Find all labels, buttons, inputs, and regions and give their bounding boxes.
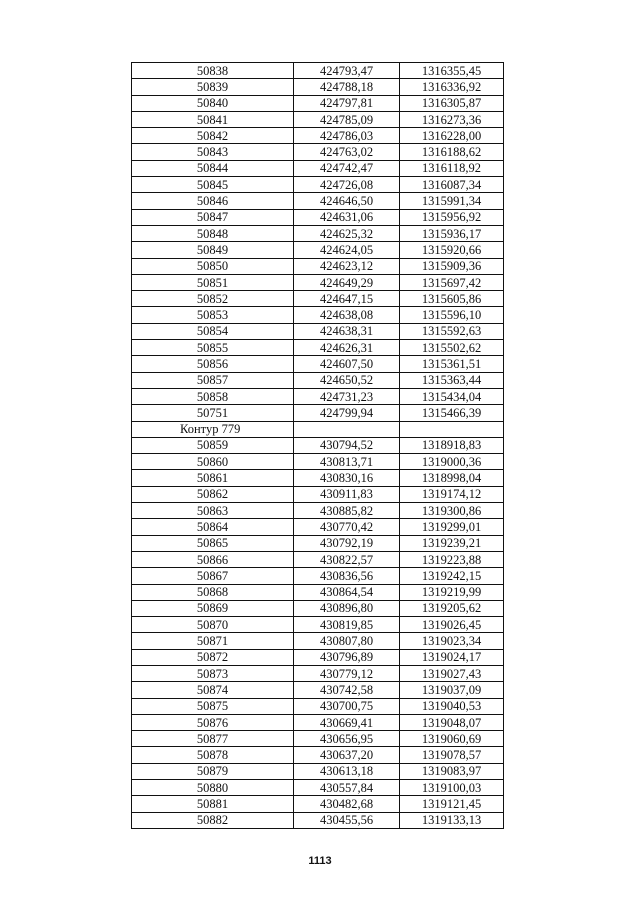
point-number-cell: 50870 xyxy=(132,617,294,633)
table-row xyxy=(132,111,504,127)
y-coordinate-cell: 1319026,45 xyxy=(400,617,504,633)
table-row xyxy=(132,388,504,404)
x-coordinate-cell: 424625,32 xyxy=(294,225,400,241)
x-coordinate-cell: 430830,16 xyxy=(294,470,400,486)
table-row xyxy=(132,274,504,290)
point-number-cell: 50857 xyxy=(132,372,294,388)
table-row xyxy=(132,486,504,502)
y-coordinate-cell: 1315592,63 xyxy=(400,323,504,339)
y-coordinate-cell: 1319027,43 xyxy=(400,665,504,681)
x-coordinate-cell: 424799,94 xyxy=(294,405,400,421)
table-row xyxy=(132,95,504,111)
x-coordinate-cell: 424650,52 xyxy=(294,372,400,388)
table-row xyxy=(132,682,504,698)
table-row xyxy=(132,780,504,796)
table-row xyxy=(132,519,504,535)
y-coordinate-cell: 1319299,01 xyxy=(400,519,504,535)
point-number-cell: 50846 xyxy=(132,193,294,209)
y-coordinate-cell: 1315502,62 xyxy=(400,340,504,356)
y-coordinate-cell: 1315596,10 xyxy=(400,307,504,323)
table-row xyxy=(132,340,504,356)
point-number-cell: 50882 xyxy=(132,812,294,828)
y-coordinate-cell: 1319300,86 xyxy=(400,503,504,519)
x-coordinate-cell: 430637,20 xyxy=(294,747,400,763)
point-number-cell: 50858 xyxy=(132,388,294,404)
x-coordinate-cell: 430742,58 xyxy=(294,682,400,698)
point-number-cell: 50847 xyxy=(132,209,294,225)
point-number-cell: 50876 xyxy=(132,714,294,730)
x-coordinate-cell: 430656,95 xyxy=(294,731,400,747)
table-row xyxy=(132,372,504,388)
x-coordinate-cell: 430557,84 xyxy=(294,780,400,796)
point-number-cell: 50877 xyxy=(132,731,294,747)
x-coordinate-cell: 424646,50 xyxy=(294,193,400,209)
y-coordinate-cell: 1319100,03 xyxy=(400,780,504,796)
x-coordinate-cell: 430770,42 xyxy=(294,519,400,535)
point-number-cell: 50866 xyxy=(132,551,294,567)
x-coordinate-cell: 424638,08 xyxy=(294,307,400,323)
x-coordinate-cell: 424793,47 xyxy=(294,63,400,79)
table-row xyxy=(132,177,504,193)
table-row xyxy=(132,437,504,453)
table-row xyxy=(132,160,504,176)
y-coordinate-cell: 1318918,83 xyxy=(400,437,504,453)
table-row xyxy=(132,665,504,681)
point-number-cell: 50863 xyxy=(132,503,294,519)
point-number-cell: 50850 xyxy=(132,258,294,274)
y-coordinate-cell: 1319223,88 xyxy=(400,551,504,567)
table-row xyxy=(132,617,504,633)
point-number-cell: 50873 xyxy=(132,665,294,681)
table-row xyxy=(132,714,504,730)
table-row xyxy=(132,503,504,519)
x-coordinate-cell: 424742,47 xyxy=(294,160,400,176)
y-coordinate-cell: 1315697,42 xyxy=(400,274,504,290)
point-number-cell: 50879 xyxy=(132,763,294,779)
x-coordinate-cell: 424797,81 xyxy=(294,95,400,111)
point-number-cell: 50859 xyxy=(132,437,294,453)
table-row xyxy=(132,763,504,779)
x-coordinate-cell: 424607,50 xyxy=(294,356,400,372)
y-coordinate-cell: 1319174,12 xyxy=(400,486,504,502)
table-row xyxy=(132,356,504,372)
point-number-cell: 50872 xyxy=(132,649,294,665)
x-coordinate-cell: 424626,31 xyxy=(294,340,400,356)
x-coordinate-cell: 430455,56 xyxy=(294,812,400,828)
table-row xyxy=(132,209,504,225)
point-number-cell: 50838 xyxy=(132,63,294,79)
x-coordinate-cell: 424785,09 xyxy=(294,111,400,127)
table-row xyxy=(132,63,504,79)
x-coordinate-cell: 424726,08 xyxy=(294,177,400,193)
x-coordinate-cell: 430864,54 xyxy=(294,584,400,600)
x-coordinate-cell: 424649,29 xyxy=(294,274,400,290)
point-number-cell: 50849 xyxy=(132,242,294,258)
coordinates-table xyxy=(131,62,504,829)
x-coordinate-cell: 424638,31 xyxy=(294,323,400,339)
table-row xyxy=(132,584,504,600)
table-row xyxy=(132,568,504,584)
y-coordinate-cell: 1315466,39 xyxy=(400,405,504,421)
point-number-cell: 50878 xyxy=(132,747,294,763)
y-coordinate-cell: 1315909,36 xyxy=(400,258,504,274)
y-coordinate-cell: 1319242,15 xyxy=(400,568,504,584)
x-coordinate-cell: 424623,12 xyxy=(294,258,400,274)
x-coordinate-cell: 424631,06 xyxy=(294,209,400,225)
y-coordinate-cell: 1316228,00 xyxy=(400,128,504,144)
x-coordinate-cell: 430836,56 xyxy=(294,568,400,584)
x-coordinate-cell: 430885,82 xyxy=(294,503,400,519)
y-coordinate-cell: 1316087,34 xyxy=(400,177,504,193)
point-number-cell: 50880 xyxy=(132,780,294,796)
y-coordinate-cell: 1316305,87 xyxy=(400,95,504,111)
point-number-cell: 50868 xyxy=(132,584,294,600)
point-number-cell: 50851 xyxy=(132,274,294,290)
x-coordinate-cell: 424647,15 xyxy=(294,291,400,307)
table-row xyxy=(132,225,504,241)
table-row xyxy=(132,698,504,714)
point-number-cell: 50864 xyxy=(132,519,294,535)
table-row xyxy=(132,600,504,616)
x-coordinate-cell: 430482,68 xyxy=(294,796,400,812)
y-coordinate-cell: 1319205,62 xyxy=(400,600,504,616)
table-row xyxy=(132,242,504,258)
point-number-cell: 50839 xyxy=(132,79,294,95)
point-number-cell: 50881 xyxy=(132,796,294,812)
point-number-cell: 50856 xyxy=(132,356,294,372)
point-number-cell: 50854 xyxy=(132,323,294,339)
y-coordinate-cell: 1315920,66 xyxy=(400,242,504,258)
table-row xyxy=(132,144,504,160)
y-coordinate-cell: 1318998,04 xyxy=(400,470,504,486)
y-coordinate-cell: 1315363,44 xyxy=(400,372,504,388)
x-coordinate-cell: 430700,75 xyxy=(294,698,400,714)
y-coordinate-cell: 1315956,92 xyxy=(400,209,504,225)
y-coordinate-cell: 1319000,36 xyxy=(400,454,504,470)
table-row xyxy=(132,535,504,551)
point-number-cell: 50862 xyxy=(132,486,294,502)
point-number-cell: 50855 xyxy=(132,340,294,356)
point-number-cell: 50853 xyxy=(132,307,294,323)
point-number-cell: 50840 xyxy=(132,95,294,111)
point-number-cell: 50871 xyxy=(132,633,294,649)
table-row xyxy=(132,323,504,339)
table-row xyxy=(132,551,504,567)
y-coordinate-cell: 1319048,07 xyxy=(400,714,504,730)
table-row xyxy=(132,258,504,274)
point-number-cell: 50860 xyxy=(132,454,294,470)
table-row xyxy=(132,747,504,763)
empty-cell xyxy=(400,421,504,437)
x-coordinate-cell: 430813,71 xyxy=(294,454,400,470)
table-row xyxy=(132,307,504,323)
y-coordinate-cell: 1315991,34 xyxy=(400,193,504,209)
point-number-cell: 50875 xyxy=(132,698,294,714)
table-row xyxy=(132,812,504,828)
point-number-cell: 50751 xyxy=(132,405,294,421)
y-coordinate-cell: 1319083,97 xyxy=(400,763,504,779)
coordinates-table-body xyxy=(132,63,504,829)
x-coordinate-cell: 430796,89 xyxy=(294,649,400,665)
table-row xyxy=(132,731,504,747)
table-row xyxy=(132,405,504,421)
y-coordinate-cell: 1316118,92 xyxy=(400,160,504,176)
empty-cell xyxy=(294,421,400,437)
x-coordinate-cell: 430779,12 xyxy=(294,665,400,681)
y-coordinate-cell: 1315936,17 xyxy=(400,225,504,241)
table-row xyxy=(132,193,504,209)
y-coordinate-cell: 1319121,45 xyxy=(400,796,504,812)
contour-label: Контур 779 xyxy=(132,421,294,437)
table-row xyxy=(132,128,504,144)
y-coordinate-cell: 1319133,13 xyxy=(400,812,504,828)
y-coordinate-cell: 1315361,51 xyxy=(400,356,504,372)
y-coordinate-cell: 1319060,69 xyxy=(400,731,504,747)
x-coordinate-cell: 430819,85 xyxy=(294,617,400,633)
point-number-cell: 50867 xyxy=(132,568,294,584)
x-coordinate-cell: 430792,19 xyxy=(294,535,400,551)
table-row xyxy=(132,633,504,649)
y-coordinate-cell: 1319023,34 xyxy=(400,633,504,649)
point-number-cell: 50874 xyxy=(132,682,294,698)
table-row xyxy=(132,79,504,95)
x-coordinate-cell: 424624,05 xyxy=(294,242,400,258)
table-row xyxy=(132,796,504,812)
point-number-cell: 50843 xyxy=(132,144,294,160)
x-coordinate-cell: 424731,23 xyxy=(294,388,400,404)
x-coordinate-cell: 424763,02 xyxy=(294,144,400,160)
point-number-cell: 50861 xyxy=(132,470,294,486)
table-row xyxy=(132,454,504,470)
page-number: 1113 xyxy=(308,855,332,867)
table-row xyxy=(132,291,504,307)
y-coordinate-cell: 1316188,62 xyxy=(400,144,504,160)
point-number-cell: 50842 xyxy=(132,128,294,144)
x-coordinate-cell: 430794,52 xyxy=(294,437,400,453)
y-coordinate-cell: 1315605,86 xyxy=(400,291,504,307)
table-row xyxy=(132,649,504,665)
x-coordinate-cell: 424786,03 xyxy=(294,128,400,144)
x-coordinate-cell: 424788,18 xyxy=(294,79,400,95)
y-coordinate-cell: 1319239,21 xyxy=(400,535,504,551)
x-coordinate-cell: 430822,57 xyxy=(294,551,400,567)
y-coordinate-cell: 1319219,99 xyxy=(400,584,504,600)
point-number-cell: 50852 xyxy=(132,291,294,307)
point-number-cell: 50848 xyxy=(132,225,294,241)
contour-label-row xyxy=(132,421,504,437)
x-coordinate-cell: 430669,41 xyxy=(294,714,400,730)
x-coordinate-cell: 430613,18 xyxy=(294,763,400,779)
x-coordinate-cell: 430896,80 xyxy=(294,600,400,616)
y-coordinate-cell: 1319024,17 xyxy=(400,649,504,665)
point-number-cell: 50869 xyxy=(132,600,294,616)
y-coordinate-cell: 1319078,57 xyxy=(400,747,504,763)
point-number-cell: 50844 xyxy=(132,160,294,176)
y-coordinate-cell: 1315434,04 xyxy=(400,388,504,404)
y-coordinate-cell: 1319040,53 xyxy=(400,698,504,714)
x-coordinate-cell: 430911,83 xyxy=(294,486,400,502)
y-coordinate-cell: 1319037,09 xyxy=(400,682,504,698)
y-coordinate-cell: 1316273,36 xyxy=(400,111,504,127)
point-number-cell: 50865 xyxy=(132,535,294,551)
point-number-cell: 50841 xyxy=(132,111,294,127)
table-row xyxy=(132,470,504,486)
point-number-cell: 50845 xyxy=(132,177,294,193)
y-coordinate-cell: 1316355,45 xyxy=(400,63,504,79)
x-coordinate-cell: 430807,80 xyxy=(294,633,400,649)
y-coordinate-cell: 1316336,92 xyxy=(400,79,504,95)
